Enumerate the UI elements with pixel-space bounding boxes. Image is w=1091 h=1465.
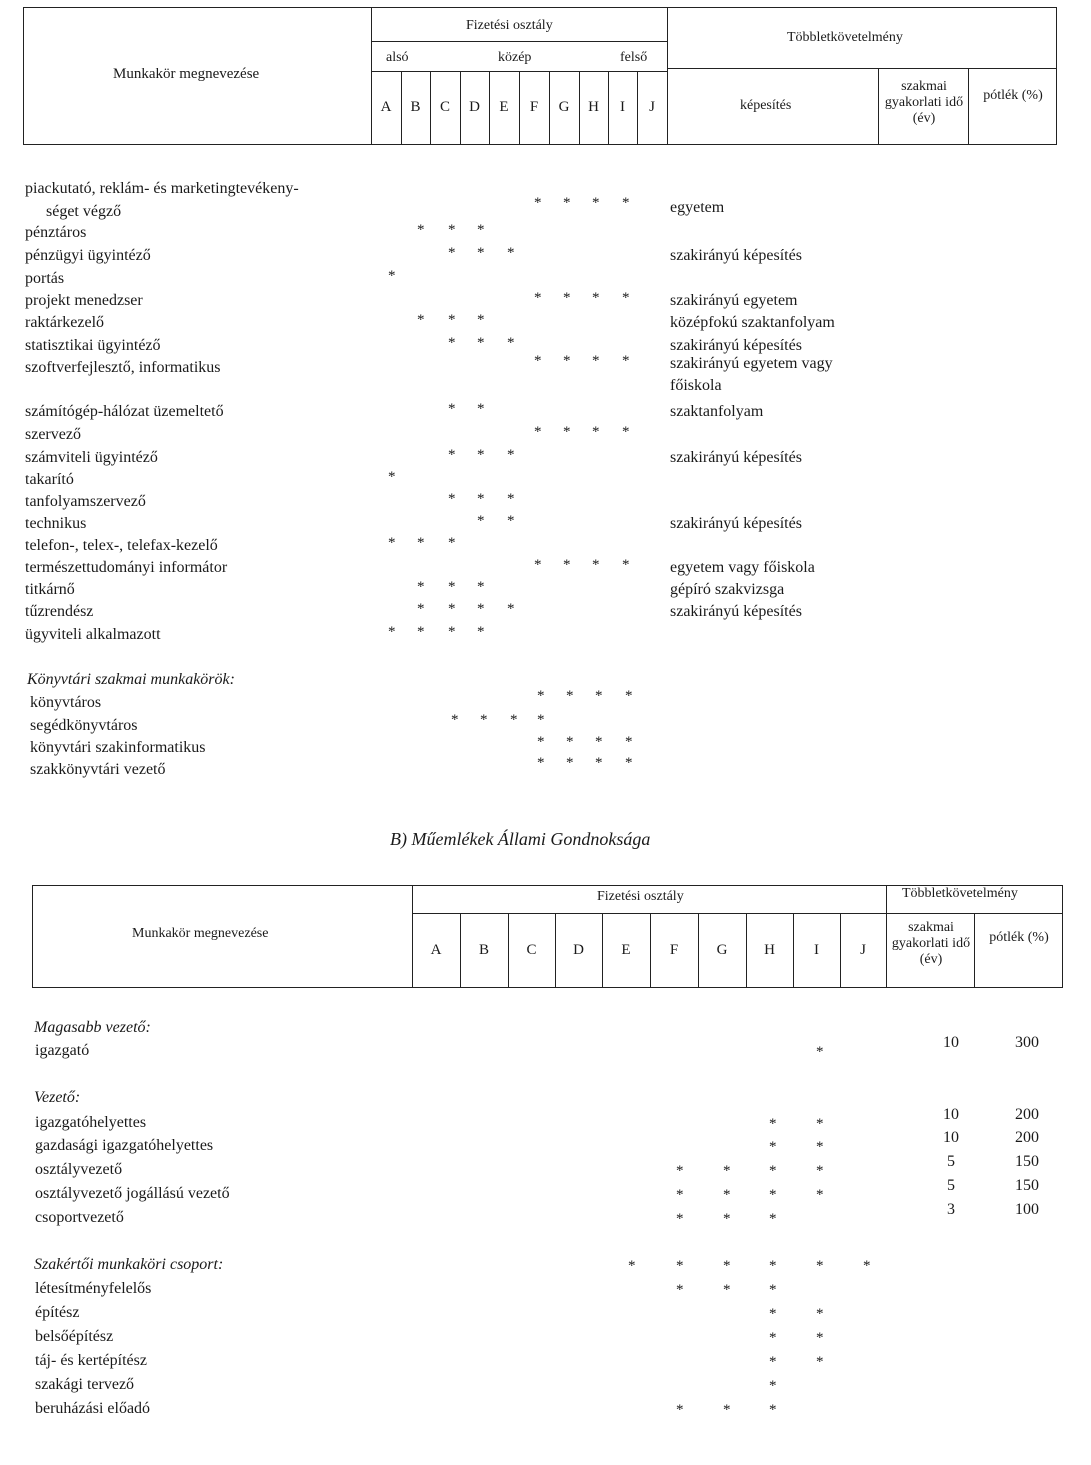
bonus-header: pótlék (%) — [983, 88, 1043, 103]
star-mark: * — [507, 447, 515, 463]
table-row-name: pénzügyi ügyintéző — [25, 247, 151, 264]
star-mark: * — [507, 513, 515, 529]
star-mark: * — [451, 712, 459, 728]
group-title: Magasabb vezető: — [34, 1019, 151, 1036]
star-mark: * — [477, 335, 485, 351]
star-mark: * — [448, 312, 456, 328]
star-mark: * — [563, 557, 571, 573]
requirement: szakirányú képesítés — [670, 247, 802, 264]
divider — [968, 68, 969, 145]
star-mark: * — [769, 1139, 777, 1155]
divider — [974, 913, 975, 988]
table-row-name: projekt menedzser — [25, 292, 143, 309]
column-divider — [698, 913, 699, 988]
table-row-name: építész — [35, 1304, 80, 1321]
table-row-name: titkárnő — [25, 581, 75, 598]
divider — [371, 7, 372, 145]
star-mark: * — [676, 1258, 684, 1274]
star-mark: * — [566, 688, 574, 704]
experience-value: 3 — [947, 1201, 955, 1218]
class-label-2-e: E — [621, 942, 631, 958]
star-mark: * — [534, 195, 542, 211]
class-label-b: B — [410, 99, 421, 115]
column-divider — [608, 71, 609, 145]
star-mark: * — [625, 734, 633, 750]
requirement: középfokú szaktanfolyam — [670, 314, 835, 331]
table-row-name: tűzrendész — [25, 603, 94, 620]
class-label-a: A — [380, 99, 392, 115]
star-mark: * — [622, 557, 630, 573]
star-mark: * — [480, 712, 488, 728]
table-row-name: szoftverfejlesztő, informatikus — [25, 359, 221, 376]
star-mark: * — [592, 353, 600, 369]
column-divider — [401, 71, 402, 145]
experience-value: 10 — [943, 1034, 959, 1051]
divider — [667, 7, 668, 145]
class-label-i: I — [620, 99, 625, 115]
table-row-name: statisztikai ügyintéző — [25, 337, 161, 354]
group-title: Szakértői munkaköri csoport: — [34, 1256, 224, 1273]
star-mark: * — [592, 557, 600, 573]
star-mark: * — [676, 1187, 684, 1203]
star-mark: * — [625, 688, 633, 704]
class-label-g: G — [558, 99, 570, 115]
star-mark: * — [622, 424, 630, 440]
star-mark: * — [448, 245, 456, 261]
star-mark: * — [595, 688, 603, 704]
class-label-2-b: B — [478, 942, 489, 958]
column-divider — [549, 71, 550, 145]
star-mark: * — [816, 1306, 824, 1322]
star-mark: * — [592, 195, 600, 211]
table-row-name-cont: séget végző — [46, 203, 122, 220]
table-row-name: könyvtáros — [30, 694, 102, 711]
star-mark: * — [537, 734, 545, 750]
star-mark: * — [622, 290, 630, 306]
bonus-value: 100 — [1015, 1201, 1039, 1218]
star-mark: * — [628, 1258, 636, 1274]
table-row-name: technikus — [25, 515, 87, 532]
bonus-value: 300 — [1015, 1034, 1039, 1051]
column-divider — [430, 71, 431, 145]
divider — [412, 913, 1063, 914]
star-mark: * — [816, 1044, 824, 1060]
experience-value: 5 — [947, 1177, 955, 1194]
class-label-d: D — [469, 99, 480, 115]
star-mark: * — [563, 195, 571, 211]
requirement: szakirányú képesítés — [670, 337, 802, 354]
experience-value: 5 — [947, 1153, 955, 1170]
table-row-name: telefon-, telex-, telefax-kezelő — [25, 537, 218, 554]
table-row-name: számviteli ügyintéző — [25, 449, 158, 466]
group-title: Könyvtári szakmai munkakörök: — [27, 671, 235, 688]
bonus-value: 150 — [1015, 1177, 1039, 1194]
job-title-header: Munkakör megnevezése — [113, 66, 260, 82]
star-mark: * — [723, 1282, 731, 1298]
section-b-title: B) Műemlékek Állami Gondnoksága — [390, 829, 651, 849]
requirement: szakirányú képesítés — [670, 515, 802, 532]
star-mark: * — [676, 1402, 684, 1418]
star-mark: * — [563, 353, 571, 369]
group-title: Vezető: — [34, 1089, 81, 1106]
class-label-f: F — [529, 99, 539, 115]
column-divider — [460, 71, 461, 145]
table-row-name: segédkönyvtáros — [30, 717, 138, 734]
requirement: szakirányú egyetem — [670, 292, 798, 309]
experience-header: szakmai gyakorlati idő (év) — [884, 79, 964, 126]
star-mark: * — [625, 755, 633, 771]
star-mark: * — [417, 222, 425, 238]
star-mark: * — [816, 1354, 824, 1370]
table-row-name: csoportvezető — [35, 1209, 124, 1226]
table-row-name: igazgatóhelyettes — [35, 1114, 147, 1131]
star-mark: * — [477, 312, 485, 328]
star-mark: * — [769, 1258, 777, 1274]
star-mark: * — [477, 601, 485, 617]
star-mark: * — [816, 1330, 824, 1346]
star-mark: * — [595, 734, 603, 750]
divider — [371, 41, 667, 42]
column-divider — [508, 913, 509, 988]
star-mark: * — [448, 401, 456, 417]
column-divider — [489, 71, 490, 145]
star-mark: * — [448, 222, 456, 238]
column-divider — [602, 913, 603, 988]
table-row-name: raktárkezelő — [25, 314, 105, 331]
star-mark: * — [448, 624, 456, 640]
star-mark: * — [537, 688, 545, 704]
job-title-header-2: Munkakör megnevezése — [132, 926, 269, 941]
column-divider — [460, 913, 461, 988]
star-mark: * — [769, 1378, 777, 1394]
star-mark: * — [448, 579, 456, 595]
star-mark: * — [477, 245, 485, 261]
divider — [886, 885, 887, 988]
star-mark: * — [676, 1282, 684, 1298]
table-row-name: szervező — [25, 426, 81, 443]
star-mark: * — [448, 335, 456, 351]
star-mark: * — [769, 1330, 777, 1346]
table-row-name: beruházási előadó — [35, 1400, 151, 1417]
star-mark: * — [863, 1258, 871, 1274]
star-mark: * — [769, 1402, 777, 1418]
star-mark: * — [417, 601, 425, 617]
star-mark: * — [816, 1163, 824, 1179]
star-mark: * — [563, 424, 571, 440]
table-row-name: piackutató, reklám- és marketingtevékeny- — [25, 180, 299, 197]
star-mark: * — [477, 624, 485, 640]
star-mark: * — [592, 424, 600, 440]
table-row-name: könyvtári szakinformatikus — [30, 739, 206, 756]
table-row-name: ügyviteli alkalmazott — [25, 626, 161, 643]
star-mark: * — [622, 195, 630, 211]
star-mark: * — [477, 513, 485, 529]
table-row-name: természettudományi informátor — [25, 559, 228, 576]
column-divider — [793, 913, 794, 988]
table-row-name: belsőépítész — [35, 1328, 114, 1345]
star-mark: * — [510, 712, 518, 728]
star-mark: * — [563, 290, 571, 306]
star-mark: * — [477, 401, 485, 417]
class-label-j: J — [649, 99, 655, 115]
bonus-value: 150 — [1015, 1153, 1039, 1170]
experience-value: 10 — [943, 1129, 959, 1146]
requirement: szakirányú képesítés — [670, 603, 802, 620]
star-mark: * — [769, 1354, 777, 1370]
extra-req-header-2: Többletkövetelmény — [902, 886, 1018, 901]
star-mark: * — [388, 268, 396, 284]
star-mark: * — [507, 491, 515, 507]
star-mark: * — [477, 491, 485, 507]
table-row-name: osztályvezető — [35, 1161, 123, 1178]
star-mark: * — [816, 1187, 824, 1203]
column-divider — [840, 913, 841, 988]
star-mark: * — [566, 755, 574, 771]
star-mark: * — [477, 447, 485, 463]
table-row-name: tanfolyamszervező — [25, 493, 146, 510]
star-mark: * — [448, 491, 456, 507]
requirement: szakirányú egyetem vagy — [670, 355, 833, 372]
pay-class-header-2: Fizetési osztály — [597, 889, 684, 904]
band-mid: közép — [498, 50, 532, 65]
extra-req-header: Többletkövetelmény — [787, 30, 903, 45]
table-row-name: osztályvezető jogállású vezető — [35, 1185, 230, 1202]
star-mark: * — [417, 535, 425, 551]
table-row-name: számítógép-hálózat üzemeltető — [25, 403, 224, 420]
column-divider — [519, 71, 520, 145]
star-mark: * — [388, 535, 396, 551]
star-mark: * — [537, 712, 545, 728]
star-mark: * — [769, 1187, 777, 1203]
star-mark: * — [566, 734, 574, 750]
star-mark: * — [723, 1258, 731, 1274]
star-mark: * — [769, 1306, 777, 1322]
star-mark: * — [448, 601, 456, 617]
star-mark: * — [592, 290, 600, 306]
table-row-name: szakági tervező — [35, 1376, 135, 1393]
bonus-value: 200 — [1015, 1129, 1039, 1146]
star-mark: * — [676, 1211, 684, 1227]
experience-value: 10 — [943, 1106, 959, 1123]
star-mark: * — [676, 1163, 684, 1179]
column-divider — [746, 913, 747, 988]
star-mark: * — [769, 1116, 777, 1132]
table-row-name: gazdasági igazgatóhelyettes — [35, 1137, 214, 1154]
star-mark: * — [537, 755, 545, 771]
star-mark: * — [723, 1402, 731, 1418]
band-high: felső — [620, 50, 648, 65]
star-mark: * — [448, 447, 456, 463]
table-row-name: szakkönyvtári vezető — [30, 761, 166, 778]
requirement: szaktanfolyam — [670, 403, 764, 420]
star-mark: * — [534, 353, 542, 369]
star-mark: * — [477, 222, 485, 238]
divider — [412, 885, 413, 988]
star-mark: * — [723, 1163, 731, 1179]
requirement: szakirányú képesítés — [670, 449, 802, 466]
star-mark: * — [534, 290, 542, 306]
class-label-2-c: C — [526, 942, 537, 958]
star-mark: * — [507, 245, 515, 261]
star-mark: * — [723, 1187, 731, 1203]
table-row-name: takarító — [25, 471, 74, 488]
star-mark: * — [417, 312, 425, 328]
class-label-h: H — [588, 99, 599, 115]
column-divider — [650, 913, 651, 988]
class-label-c: C — [439, 99, 450, 115]
experience-header-2: szakmai gyakorlati idő (év) — [891, 920, 971, 967]
star-mark: * — [816, 1139, 824, 1155]
column-divider — [555, 913, 556, 988]
class-label-2-a: A — [430, 942, 442, 958]
table-row-name: pénztáros — [25, 224, 87, 241]
requirement: egyetem — [670, 199, 725, 216]
star-mark: * — [477, 579, 485, 595]
star-mark: * — [507, 601, 515, 617]
pay-class-header: Fizetési osztály — [466, 18, 553, 33]
class-label-2-h: H — [764, 942, 775, 958]
star-mark: * — [769, 1163, 777, 1179]
table-row-name: létesítményfelelős — [35, 1280, 152, 1297]
class-label-2-f: F — [669, 942, 679, 958]
divider — [878, 68, 879, 145]
star-mark: * — [388, 624, 396, 640]
class-label-2-g: G — [716, 942, 728, 958]
qualification-header: képesítés — [740, 98, 792, 113]
star-mark: * — [769, 1211, 777, 1227]
requirement-cont: főiskola — [670, 377, 722, 394]
star-mark: * — [507, 335, 515, 351]
star-mark: * — [816, 1116, 824, 1132]
band-low: alsó — [386, 50, 409, 65]
bonus-value: 200 — [1015, 1106, 1039, 1123]
class-label-2-d: D — [573, 942, 584, 958]
class-label-e: E — [499, 99, 509, 115]
star-mark: * — [448, 535, 456, 551]
star-mark: * — [622, 353, 630, 369]
star-mark: * — [417, 579, 425, 595]
star-mark: * — [723, 1211, 731, 1227]
star-mark: * — [816, 1258, 824, 1274]
star-mark: * — [534, 557, 542, 573]
requirement: gépíró szakvizsga — [670, 581, 785, 598]
table-row-name: portás — [25, 270, 65, 287]
table-row-name: táj- és kertépítész — [35, 1352, 147, 1369]
requirement: egyetem vagy főiskola — [670, 559, 815, 576]
table-row-name: igazgató — [35, 1042, 90, 1059]
bonus-header-2: pótlék (%) — [989, 930, 1049, 945]
star-mark: * — [769, 1282, 777, 1298]
column-divider — [637, 71, 638, 145]
star-mark: * — [534, 424, 542, 440]
column-divider — [579, 71, 580, 145]
star-mark: * — [595, 755, 603, 771]
star-mark: * — [388, 469, 396, 485]
divider — [667, 68, 1057, 69]
class-label-2-j: J — [860, 942, 866, 958]
class-label-2-i: I — [814, 942, 819, 958]
star-mark: * — [417, 624, 425, 640]
